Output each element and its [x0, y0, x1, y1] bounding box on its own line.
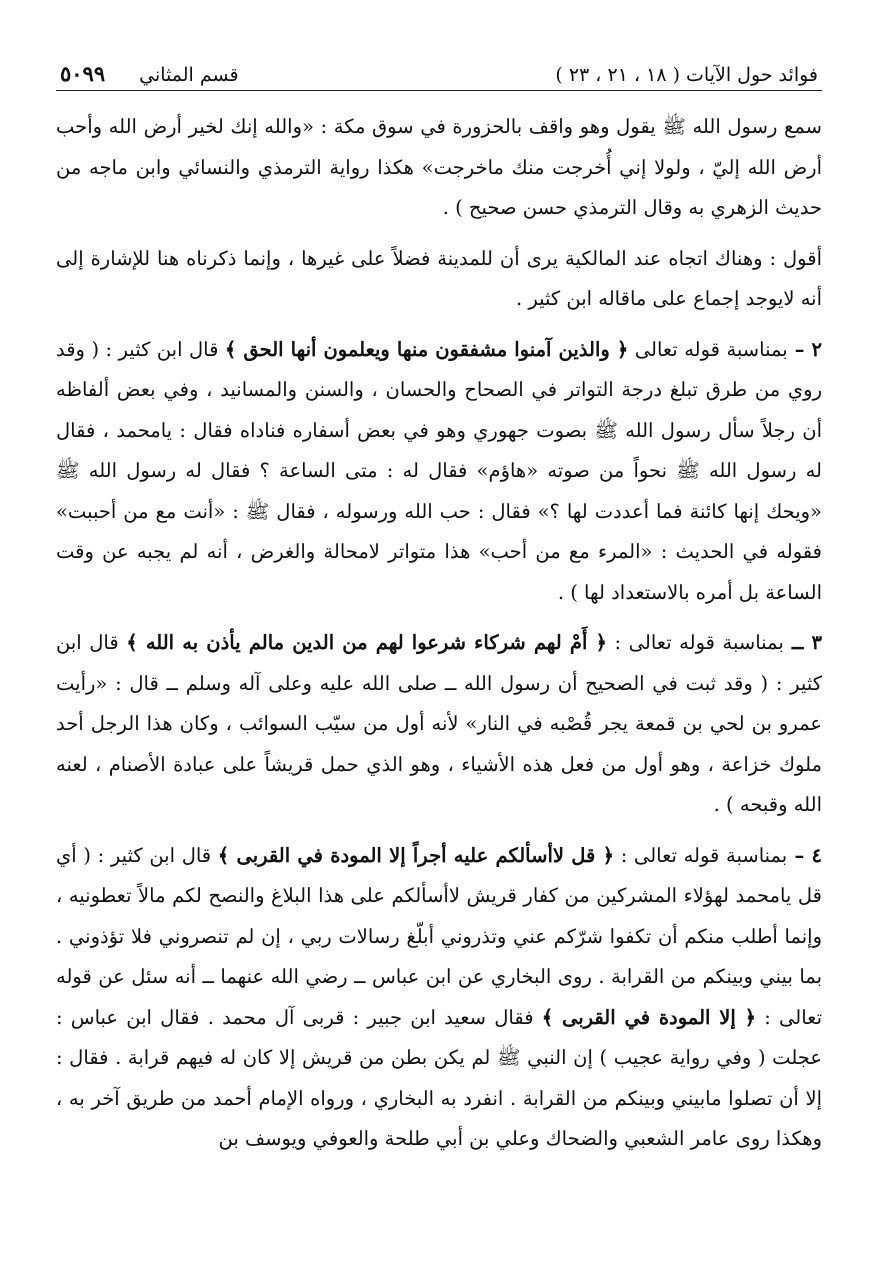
paragraph-1: [56, 107, 822, 229]
section-label: قسم المثاني: [139, 64, 239, 86]
paragraph-text: بمناسبة قوله تعالى :: [614, 843, 788, 867]
paragraph-text: فقال سعيد ابن جبير : قربى آل محمد . فقال ابن عباس : عجلت ( وفي رواية عجيب ) إن النبي ﷺ لم يكن بطن من قريش إلا كان له فيهم قرابة . فقال : إلا أن تصلوا مابيني وبينكم من القرابة . انفرد به البخاري ، ورواه الإمام أحمد من طريق آخر به ، وهكذا روى عامر الشعبي والضحاك وعلي بن أبي طلحة والعوفي ويوسف بن: [56, 1005, 822, 1150]
running-title: فوائد حول الآيات ( ١٨ ، ٢١ ، ٢٣ ): [555, 64, 818, 86]
paragraph-text: بمناسبة قوله تعالى :: [606, 631, 784, 654]
document-page: [56, 52, 822, 1166]
quran-verse: ﴿ إلا المودة في القربى ﴾: [541, 1005, 757, 1029]
paragraph-text: قال ابن كثير : ( أي قل يامحمد لهؤلاء المشركين من كفار قريش لاأسألكم على هذا البلاغ والنصح لكم مالاً تعطونيه ، وإنما أطلب منكم أن تكفوا شرّكم عني وتذروني أبلّغ رسالات ربي ، إن لم تنصروني فلا تؤذوني . بما بيني وبينكم من القرابة . روى البخاري عن ابن عباس ــ رضي الله عنهما ــ أنه سئل عن قوله تعالى :: [56, 843, 822, 1029]
quran-verse: ﴿ والذين آمنوا مشفقون منها ويعلمون أنها الحق ﴾: [224, 337, 629, 361]
paragraph-text: سمع رسول الله ﷺ يقول وهو واقف بالحزورة في سوق مكة : «والله إنك لخير أرض الله وأحب أرض الله إليّ ، ولولا إني أُخرجت منك ماخرجت» هكذا رواية الترمذي والنسائي وابن ماجه من حديث الزهري به وقال الترمذي حسن صحيح ) .: [56, 115, 822, 219]
paragraph-5: [56, 836, 822, 1160]
paragraph-2: [56, 239, 822, 320]
paragraph-text: أقول : وهناك اتجاه عند المالكية يرى أن للمدينة فضلاً على غيرها ، وإنما ذكرناه هنا للإشارة إلى أنه لايوجد إجماع على ماقاله ابن كثير .: [56, 246, 822, 310]
page-number: ٥٠٩٩: [60, 61, 106, 86]
paragraph-text: قال ابن كثير : ( وقد روي من طرق تبلغ درجة التواتر في الصحاح والحسان ، والسنن والمسانيد ، وفي بعض ألفاظه أن رجلاً سأل رسول الله ﷺ بصوت جهوري وهو في بعض أسفاره فناداه فقال : يامحمد ، فقال له رسول الله ﷺ نحواً من صوته «هاؤم» فقال له : متى الساعة ؟ فقال له رسول الله ﷺ «ويحك إنها كائنة فما أعددت لها ؟» فقال : حب الله ورسوله ، فقال ﷺ : «أنت مع من أحببت» فقوله في الحديث : «المرء مع من أحب» هذا متواتر لامحالة والغرض ، أنه لم يجبه عن وقت الساعة بل أمره بالاستعداد لها ) .: [56, 337, 822, 604]
paragraph-text: بمناسبة قوله تعالى: [628, 337, 788, 361]
paragraph-3: [56, 330, 822, 614]
quran-verse: ﴿ أَمْ لهم شركاء شرعوا لهم من الدين مالم يأذن به الله ﴾: [126, 631, 607, 654]
quran-verse: ﴿ قل لاأسألكم عليه أجراً إلا المودة في القربى ﴾: [217, 843, 615, 867]
paragraph-4: [56, 623, 822, 826]
page-header: [56, 52, 822, 91]
item-number: ٤ –: [787, 843, 822, 867]
page-body: [56, 107, 822, 1160]
item-number: ٣ ــ: [783, 631, 822, 654]
header-left-group: [60, 61, 239, 86]
paragraph-text: قال ابن كثير : ( وقد ثبت في الصحيح أن رسول الله ــ صلى الله عليه وعلى آله وسلم ــ قال : «رأيت عمرو بن لحي بن قمعة يجر قُصْبه في النار» لأنه أول من سيّب السوائب ، وكان هذا الرجل أحد ملوك خزاعة ، وهو أول من فعل هذه الأشياء ، وهو الذي حمل قريشاً على عبادة الأصنام ، لعنه الله وقبحه ) .: [56, 631, 822, 816]
item-number: ٢ –: [787, 337, 823, 361]
